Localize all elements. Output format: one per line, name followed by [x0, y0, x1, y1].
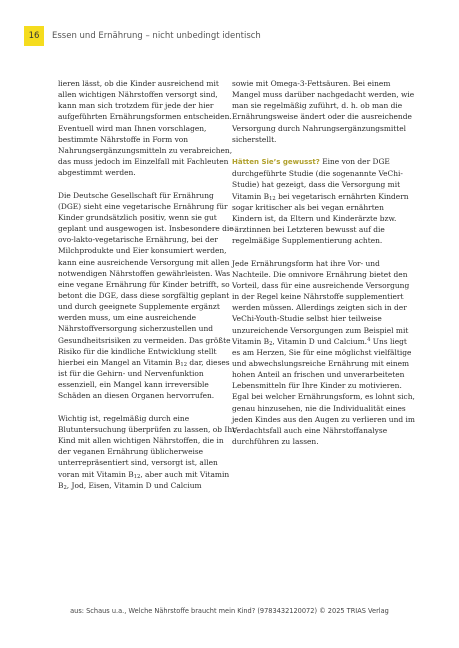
- page-footer: aus: Schaus u.a., Welche Nährstoffe braucht mein Kind? (9783432120072) © 2025 TRIAS Verlag: [70, 607, 389, 615]
- info-lead: Hätten Sie’s gewusst?: [232, 158, 320, 167]
- paragraph: Jede Ernährungsform hat ihre Vor- und Nachteile. Die omnivore Ernährung bietet den Vorteil, dass für eine ausreichende Versorgung in der Regel keine Nährstoffe supplementiert werden müssen. Allerdings zeigten sich in der VeChi-Youth-Studie selbst hier teilweise unzureichende Versorgungen zum Beispiel mit Vitamin $B_2$, Vitamin D und Calcium.$^4$ Uns liegt es am Herzen, Sie für eine möglichst vielfältige und abwechslungsreiche Ernährung mit einem hohen Anteil an frischen und unverarbeiteten Lebensmitteln für Ihre Kinder zu motivieren. Egal bei welcher Ernährungsform, es lohnt sich, genau hinzusehen, nie die Individualität eines jeden Kindes aus den Augen zu verlieren und im Verdachtsfall auch eine Nährstoffanalyse durchführen zu lassen.: [232, 258, 415, 447]
- paragraph: Wichtig ist, regelmäßig durch eine Blutuntersuchung überprüfen zu lassen, ob Ihr Kind mit allen wichtigen Nährstoffen, die in der veganen Ernährung üblicherweise unterrepräsentiert sind, versorgt ist, allen voran mit Vitamin $B_{12}$, aber auch mit Vitamin $B_2$, Jod, Eisen, Vitamin D und Calcium: [58, 413, 236, 491]
- paragraph: sowie mit Omega-3-Fettsäuren. Bei einem Mangel muss darüber nachgedacht werden, wie man sie regelmäßig zuführt, d. h. ob man die Ernährungsweise ändert oder die ausreichende Versorgung durch Nahrungsergänzungsmittel sicherstellt.: [232, 79, 415, 144]
- info-paragraph: Hätten Sie’s gewusst? Eine von der DGE durchgeführte Studie (die sogenannte VeChi-Studie) hat gezeigt, dass die Versorgung mit Vitamin $B_{12}$ bei vegetarisch ernährten Kindern sogar kritischer als bei vegan ernährten Kindern ist, da Eltern und Kinderärzte bzw. -ärztinnen bei Letzteren bewusst auf die regelmäßige Supplementierung achten.: [232, 157, 409, 246]
- running-head: Essen und Ernährung – nicht unbedingt identisch: [52, 31, 261, 41]
- paragraph: Die Deutsche Gesellschaft für Ernährung (DGE) sieht eine vegetarische Ernährung für Kinder grundsätzlich positiv, wenn sie gut geplant und ausgewogen ist. Insbesondere die ovo-lakto-vegetarische Ernährung, bei der Milchprodukte und Eier konsumiert werden, kann eine ausreichende Versorgung mit allen notwendigen Nährstoffen gewährleisten. Was eine vegane Ernährung für Kinder betrifft, so betont die DGE, dass diese sorgfältig geplant und durch geeignete Supplemente ergänzt werden muss, um eine ausreichende Nährstoffversorgung sicherzustellen und Gesundheitsrisiken zu vermeiden. Das größte Risiko für die kindliche Entwicklung stellt hierbei ein Mangel an Vitamin $B_{12}$ dar, dieses ist für die Gehirn- und Nervenfunktion essenziell, ein Mangel kann irreversible Schäden an diesen Organen hervorrufen.: [58, 190, 234, 401]
- footnote-ref: 4: [367, 336, 371, 343]
- page-header: [0, 26, 459, 48]
- left-column: [58, 78, 238, 502]
- page-number: 16: [24, 26, 44, 46]
- right-column: [232, 78, 416, 458]
- paragraph: lieren lässt, ob die Kinder ausreichend mit allen wichtigen Nährstoffen versorgt sind, kann man sich trotzdem für jede der hier aufgeführten Ernährungsformen entscheiden. Eventuell wird man Ihnen vorschlagen, bestimmte Nährstoffe in Form von Nahrungsergänzungsmitteln zu verabreichen, das muss jedoch im Einzelfall mit Fachleuten abgestimmt werden.: [58, 79, 233, 178]
